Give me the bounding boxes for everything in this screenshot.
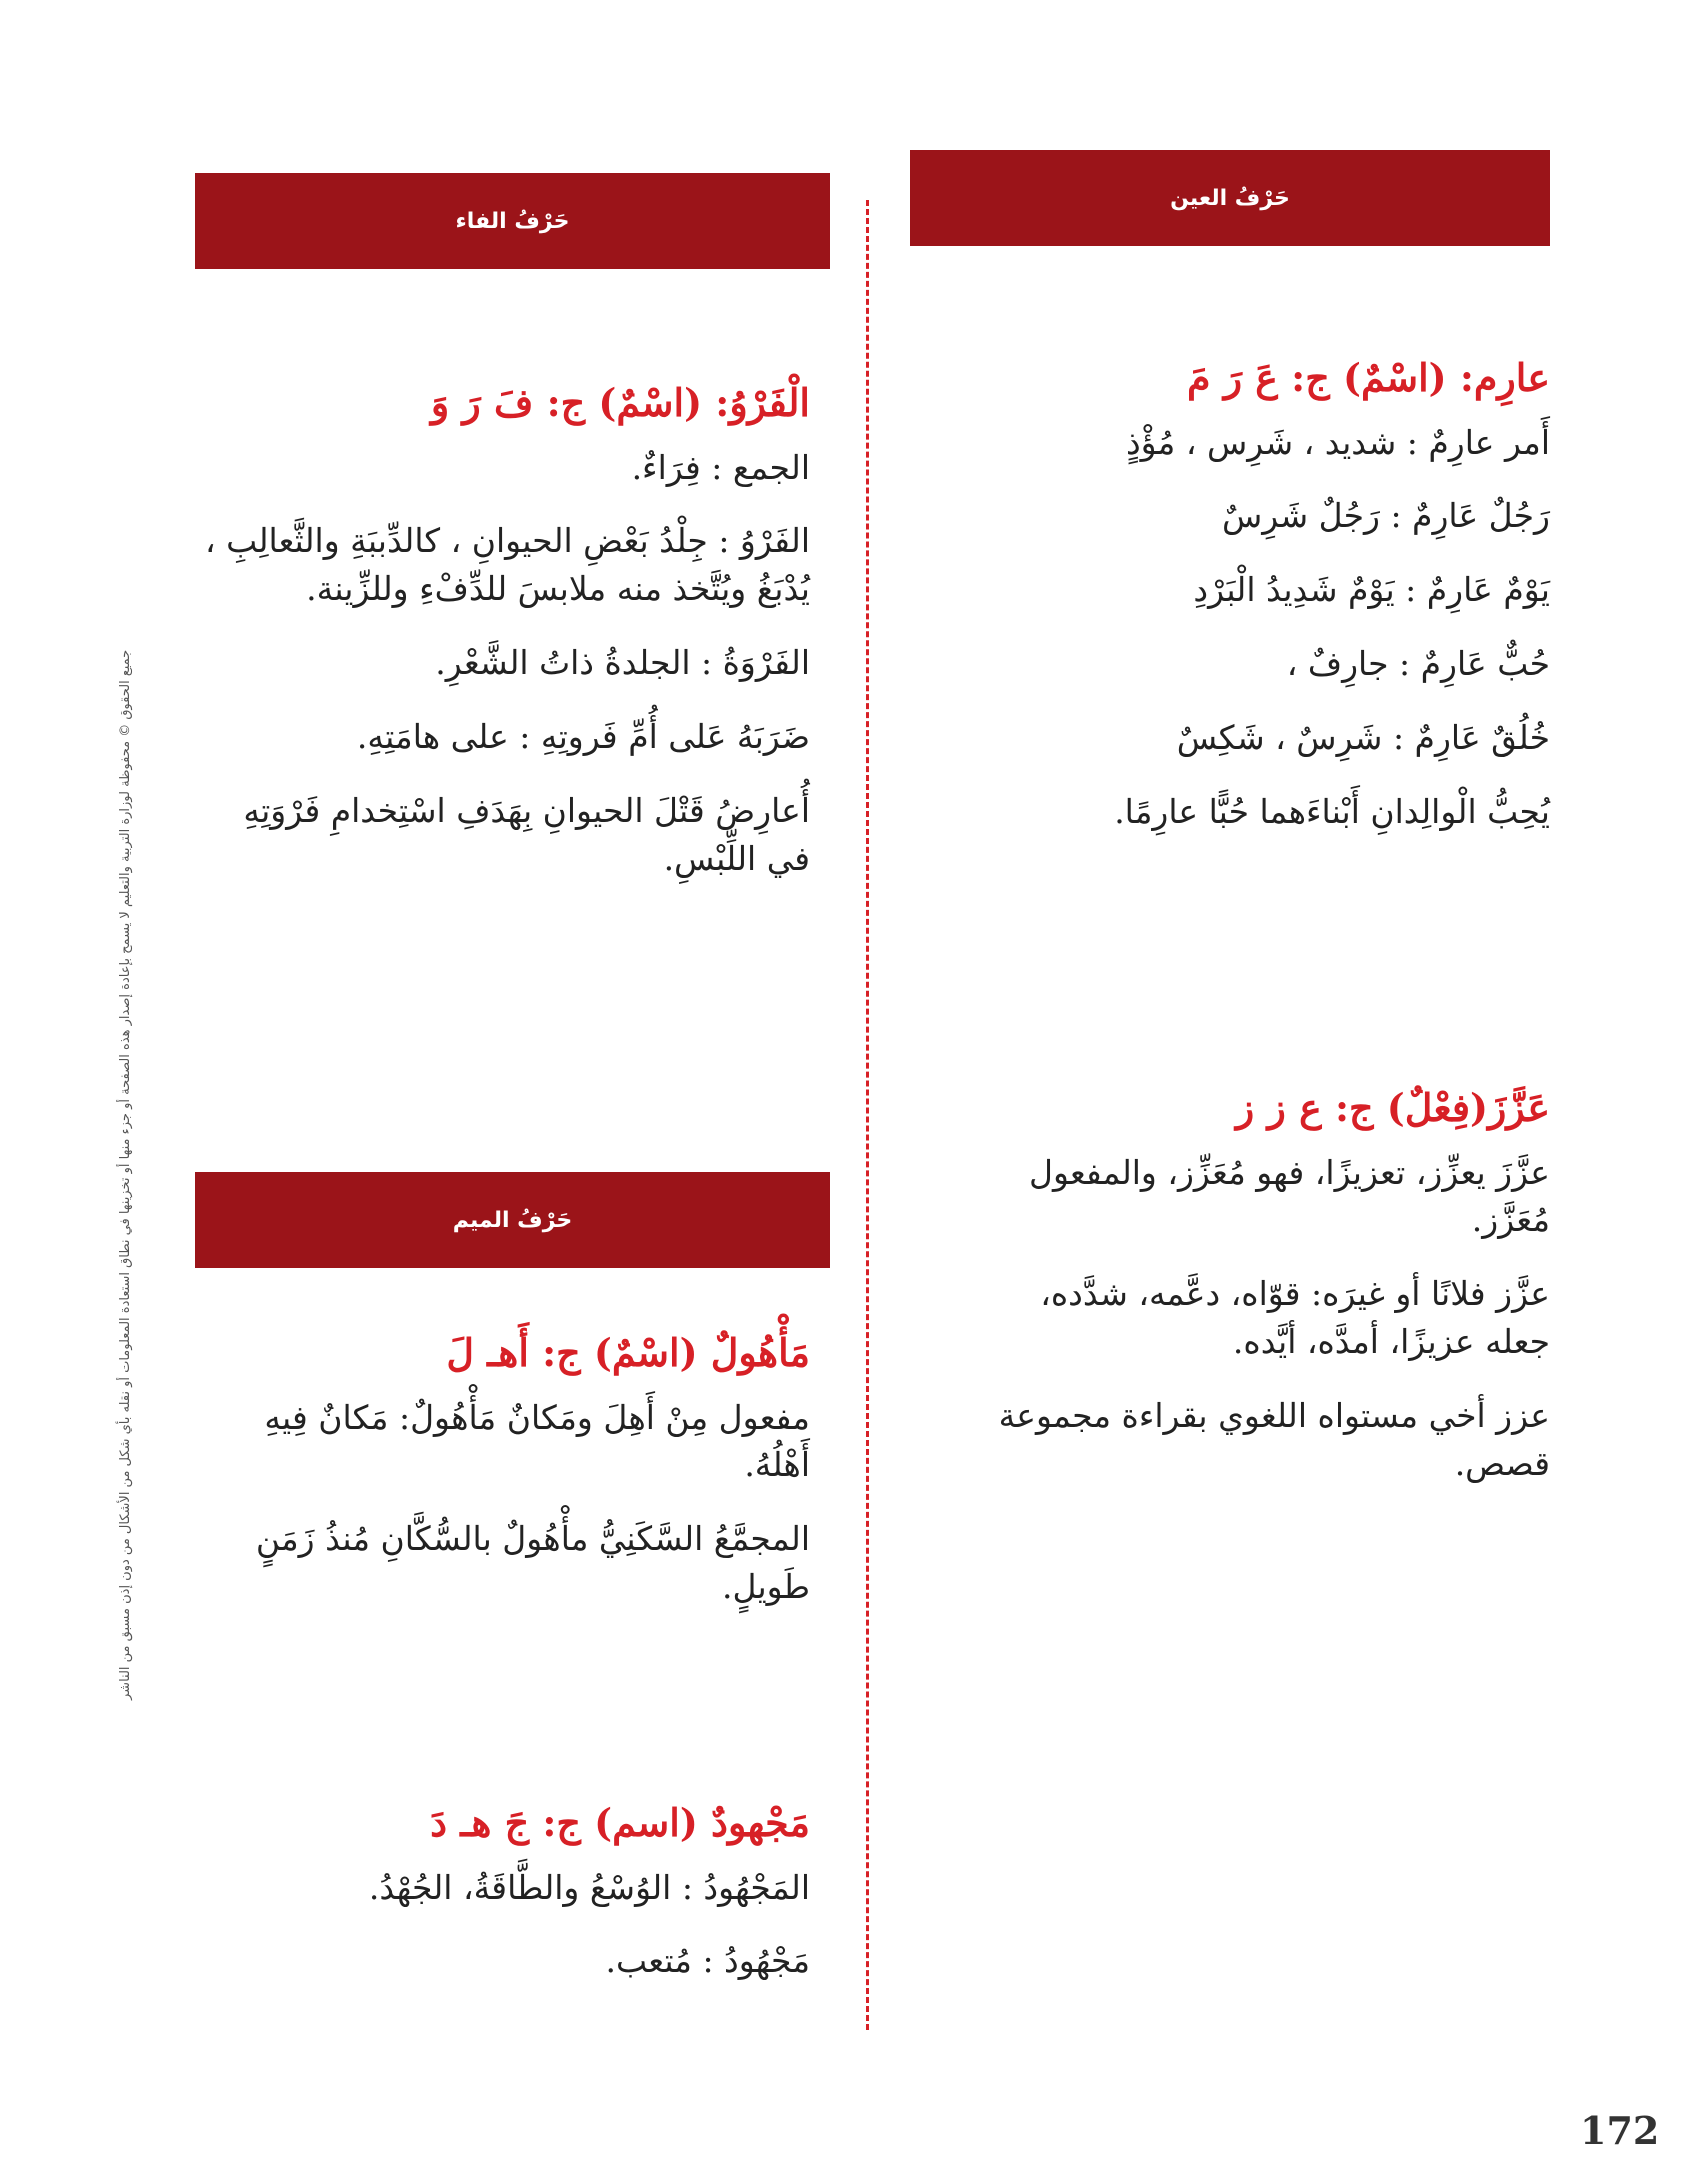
entry-heading: الْفَرْوُ: (اسْمٌ) ج: فَ رَ وَ (430, 380, 810, 425)
entry-heading: مَجْهودٌ (اسم) ج: جَ هـ دَ (430, 1800, 810, 1845)
entry-heading: مَأْهُولٌ (اسْمٌ) ج: أَهـ لَ (446, 1330, 810, 1375)
entry-azzaza (990, 1085, 1550, 1514)
entry-line: المجمَّعُ السَّكَنِيُّ مأْهُولٌ بالسُّكَّانِ مُنذُ زَمَنٍ طَويلٍ. (255, 1519, 810, 1607)
entry-line: المَجْهُودُ : الوُسْعُ والطَّاقَةُ، الجُهْدُ. (368, 1867, 810, 1907)
entry-farw (195, 380, 810, 909)
entry-line: الجمع : فِرَاءٌ. (631, 447, 810, 487)
banner-ain: حَرْفُ العين (910, 150, 1550, 246)
entry-line: أَمر عارِمٌ : شديد ، شَرِس ، مُؤْذٍ (1125, 422, 1550, 462)
entry-line: الفَرْوَةُ : الجلدةُ ذاتُ الشَّعْرِ. (435, 643, 810, 683)
entry-line: مَجْهُودُ : مُتعب. (605, 1941, 810, 1981)
entry-line: أُعارِضُ قَتْلَ الحيوانِ بِهَدَفِ اسْتِخدامِ فَرْوَتِهِ في اللِّبْسِ. (243, 790, 810, 878)
column-divider (866, 200, 869, 2030)
entry-line: الفَرْوُ : جِلْدُ بَعْضِ الحيوانِ ، كالدِّببَةِ والثَّعالِبِ ، يُدْبَغُ ويُتَّخذ منه ملابسَ للدِّفْءِ وللزِّينة. (204, 521, 810, 609)
banner-faa: حَرْفُ الفاء (195, 173, 830, 269)
entry-line: يَوْمٌ عَارِمٌ : يَوْمٌ شَدِيدُ الْبَرْدِ (1193, 570, 1550, 610)
copyright-note: جميع الحقوق © محفوظة لوزارة التربية والتعليم لا يسمح بإعادة إصدار هذه الصفحة أو جزء منها أو تخزينها في نطاق استعادة المعلومات أو نقله بأي شكل من الأشكال من دون إذن مسبق من الناشر (118, 649, 133, 1700)
entry-line: مفعول مِنْ أَهِلَ ومَكانٌ مَأْهُولٌ: مَكانٌ فِيهِ أَهْلُهُ. (264, 1397, 810, 1485)
entry-arim (910, 355, 1550, 862)
entry-line: ضَرَبَهُ عَلى أُمِّ فَروتِهِ : على هامَتِهِ. (356, 716, 810, 756)
entry-line: عزَّز فلانًا أو غيرَه: قوّاه، دعَّمه، شدَّده، جعله عزيزًا، أمدَّه، أيَّده. (1040, 1274, 1550, 1362)
entry-line: حُبٌّ عَارِمٌ : جارِفٌ ، (1286, 644, 1550, 684)
entry-heading: عارِم: (اسْمٌ) ج: عَ رَ مَ (1186, 355, 1550, 400)
entry-line: يُحِبُّ الْوالِدانِ أَبْناءَهما حُبًّا عارِمًا. (1114, 791, 1550, 831)
entry-mahul (195, 1330, 810, 1637)
entry-line: رَجُلٌ عَارِمٌ : رَجُلٌ شَرِسٌ (1222, 496, 1550, 536)
page-number: 172 (1580, 2108, 1660, 2153)
banner-meem: حَرْفُ الميم (195, 1172, 830, 1268)
entry-majhud (195, 1800, 810, 2011)
entry-line: عزَّزَ يعزِّز، تعزيزًا، فهو مُعَزِّز، والمفعول مُعَزَّز. (1028, 1152, 1550, 1240)
entry-heading: عَزَّزَ(فِعْلٌ) ج: ع ز ز (1235, 1085, 1550, 1130)
entry-line: عزز أخي مستواه اللغوي بقراءة مجموعة قصص. (998, 1395, 1550, 1483)
entry-line: خُلُقٌ عَارِمٌ : شَرِسٌ ، شَكِسٌ (1176, 717, 1550, 757)
